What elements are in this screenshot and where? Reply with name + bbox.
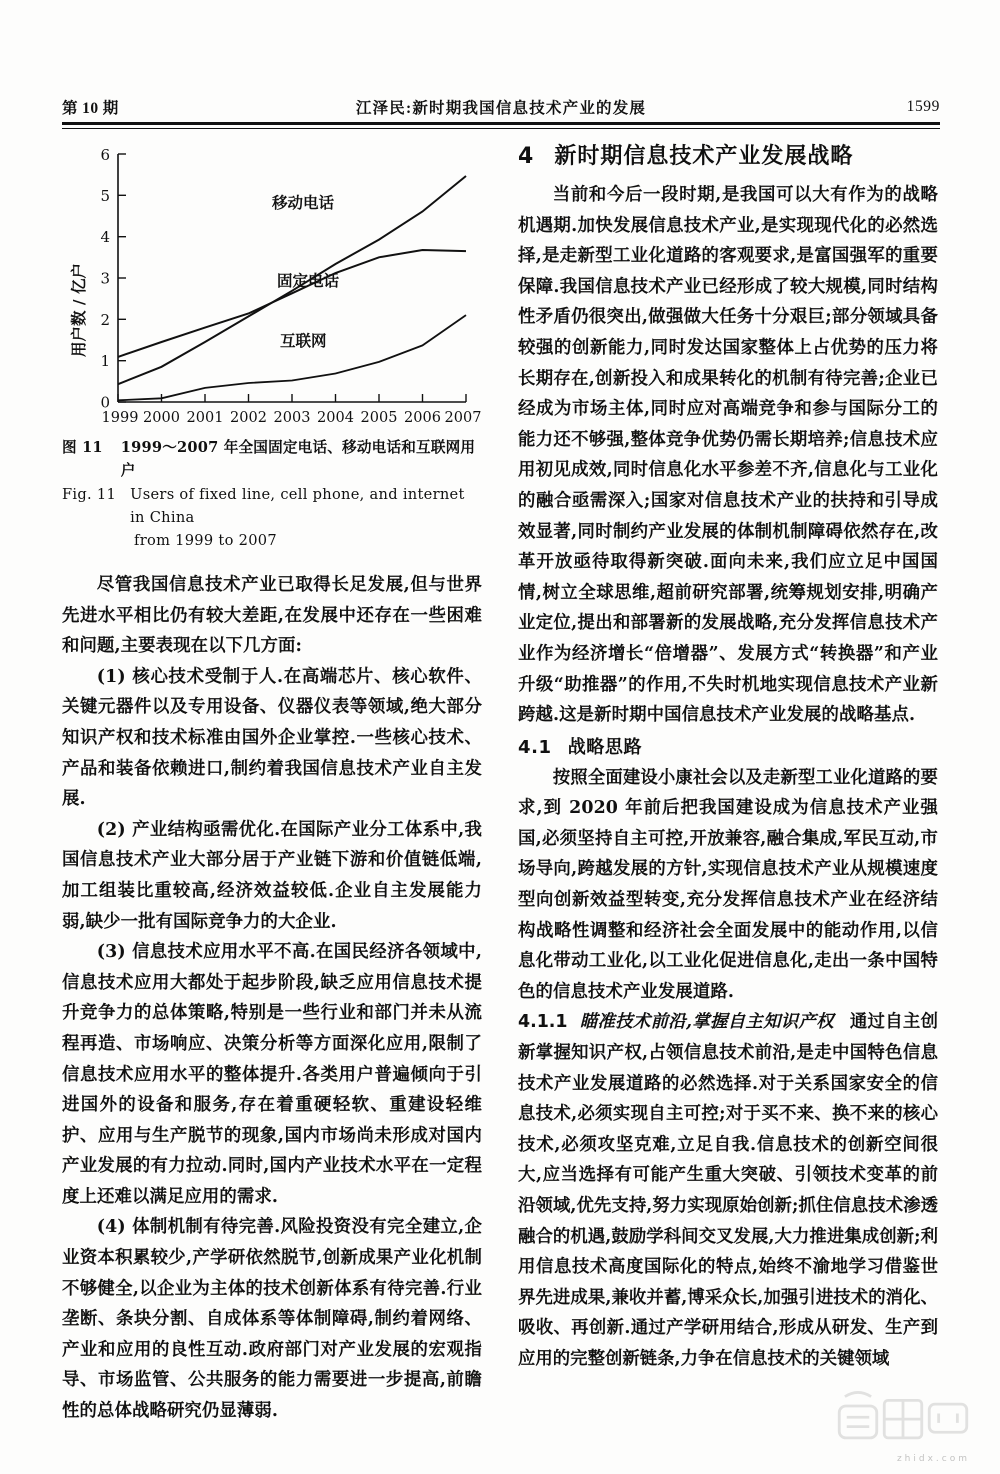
left-paragraph-5: (4) 体制机制有待完善.风险投资没有完全建立,企业资本积累较少,产学研依然脱节,创新成果产业化机制不够健全,以企业为主体的技术创新体系有待完善.行业垄断、条块分割、自成体系等体制障碍,制约着网络、产业和应用的良性互动.政府部门对产业发展的宏观指导、市场监管、公共服务的能力需要进一步提高,前瞻性的总体战略研究仍显薄弱. [62,1217,482,1422]
series-internet [118,315,466,400]
svg-text:3: 3 [100,269,110,288]
right-paragraph-2: 按照全面建设小康社会以及走新型工业化道路的要求,到 2020 年前后把我国建设成为信息技术产业强国,必须坚持自主可控,开放兼容,融合集成,军民互动,市场导向,跨越发展的方针,实现信息技术产业从规模速度型向创新效益型转变,充分发挥信息技术产业在经济结构战略性调整和经济社会全面发展中的能动作用,以信息化带动工业化,以工业化促进信息化,走出一条中国特色的信息技术产业发展道路. [518,767,938,1002]
svg-text:2: 2 [100,311,110,329]
issue-label: 第 10 期 [62,100,119,117]
left-paragraph-3: (2) 产业结构亟需优化.在国际产业分工体系中,我国信息技术产业大部分居于产业链下游和价值链低端,加工组装比重较高,经济效益较低.企业自主发展能力弱,缺少一批有国际竞争力的大企业. [62,819,482,932]
series-label-mobile-phone: 移动电话 [272,194,335,212]
line-chart [62,140,482,428]
subsection-title-text: 战略思路 [567,736,643,758]
figure-caption-cn-label: 图 11 [62,439,103,456]
running-head [62,92,940,122]
left-paragraph-4: (3) 信息技术应用水平不高.在国民经济各领域中,信息技术应用大都处于起步阶段,缺乏应用信息技术提升竞争力的总体策略,特别是一些行业和部门并未从流程再造、市场响应、决策分析等方面深化应用,限制了信息技术应用水平的整体提升.各类用户普遍倾向于引进国外的设备和服务,存在着重硬轻软、重建设轻维护、应用与生产脱节的现象,国内市场尚未形成对国内产业发展的有力拉动.同时,国内产业技术水平在一定程度上还难以满足应用的需求. [62,942,482,1207]
figure-caption-en-text: Users of fixed line, cell phone, and internet in China [130,486,465,526]
figure-caption-en-label: Fig. 11 [62,486,117,503]
header-divider [62,122,940,129]
figure-caption [62,436,482,552]
page-title: 江泽民:新时期我国信息技术产业的发展 [355,100,647,117]
watermark-logo [828,1382,978,1460]
series-label-internet: 互联网 [280,332,327,350]
x-tick-labels [102,410,482,426]
svg-text:2001: 2001 [186,410,224,426]
left-paragraph-1: 尽管我国信息技术产业已取得长足发展,但与世界先进水平相比仍有较大差距,在发展中还存在一些困难和问题,主要表现在以下几方面: [62,575,482,657]
y-axis-title: 用户数 / 亿户 [70,263,88,357]
figure-caption-en [62,483,482,529]
svg-text:2003: 2003 [273,410,311,426]
x-ticks [118,394,466,402]
series-label-fixed-line: 固定电话 [277,272,340,290]
svg-text:4: 4 [100,228,110,246]
svg-text:2002: 2002 [230,410,267,426]
y-tick-labels [100,146,110,412]
svg-text:2005: 2005 [360,410,398,426]
subsection-number: 4.1 [518,736,552,758]
svg-text:2007: 2007 [444,410,482,426]
subsubsection-runin-title: 瞄准技术前沿,掌握自主知识产权 [579,1012,834,1033]
y-ticks [118,154,126,402]
subsubsection-block [518,1007,938,1374]
right-column [518,140,938,1375]
svg-text:1: 1 [100,352,110,370]
figure-11 [62,140,482,552]
left-column [62,140,482,1427]
right-paragraph-1: 当前和今后一段时期,是我国可以大有作为的战略机遇期.加快发展信息技术产业,是实现现代化的必然选择,是走新型工业化道路的客观要求,是富国强军的重要保障.我国信息技术产业已经形成了较大规模,同时结构性矛盾仍很突出,做强做大任务十分艰巨;部分领域具备较强的创新能力,同时发达国家整体上占优势的压力将长期存在,创新投入和成果转化的机制有待完善;企业已经成为市场主体,同时应对高端竞争和参与国际分工的能力还不够强,整体竞争优势仍需长期培养;信息技术应用初见成效,同时信息化水平参差不齐,信息化与工业化的融合亟需深入;国家对信息技术产业的扶持和引导成效显著,同时制约产业发展的体制机制障碍依然存在,改革开放亟待取得新突破.面向未来,我们应立足中国国情,树立全球思维,超前研究部署,统筹规划安排,明确产业定位,提出和部署新的发展战略,充分发挥信息技术产业作为经济增长“倍增器”、发展方式“转换器”和产业升级“助推器”的作用,不失时机地实现信息技术产业新跨越.这是新时期中国信息技术产业发展的战略基点. [518,185,938,726]
svg-text:2006: 2006 [404,410,441,426]
subsubsection-number: 4.1.1 [518,1012,568,1033]
chart-container [62,140,482,428]
section-heading [518,140,938,174]
right-paragraph-3: 通过自主创新掌握知识产权,占领信息技术前沿,是走中国特色信息技术产业发展道路的必然选择.对于关系国家安全的信息技术,必须实现自主可控;对于买不来、换不来的核心技术,必须攻坚克难,立足自我.信息技术的创新空间很大,应当选择有可能产生重大突破、引领技术变革的前沿领域,优先支持,努力实现原始创新;抓住信息技术渗透融合的机遇,鼓励学科间交叉发展,大力推进集成创新;利用信息技术高度国际化的特点,始终不渝地学习借鉴世界先进成果,兼收并蓄,博采众长,加强引进技术的消化、吸收、再创新.通过产学研用结合,形成从研发、生产到应用的完整创新链条,力争在信息技术的关键领域 [518,1012,938,1369]
svg-text:6: 6 [100,146,110,164]
subsection-heading [518,733,938,763]
svg-text:1999: 1999 [101,410,139,426]
figure-caption-en-text2: from 1999 to 2007 [134,532,277,549]
svg-text:2004: 2004 [317,410,354,426]
svg-text:0: 0 [100,393,110,412]
section-number: 4 [518,144,535,169]
page-number: 1599 [906,98,940,115]
left-paragraph-2: (1) 核心技术受制于人.在高端芯片、核心软件、关键元器件以及专用设备、仪器仪表等领域,绝大部分知识产权和技术标准由国外企业掌控.一些核心技术、产品和装备依赖进口,制约着我国信息技术产业自主发展. [62,666,482,810]
figure-caption-cn-text: 1999～2007 年全国固定电话、移动电话和互联网用户 [120,439,476,479]
section-title-text: 新时期信息技术产业发展战略 [554,144,854,169]
figure-caption-cn [62,436,482,482]
svg-text:5: 5 [100,187,110,205]
svg-text:2000: 2000 [143,410,180,426]
watermark-url: zhidx.com [896,1454,970,1464]
